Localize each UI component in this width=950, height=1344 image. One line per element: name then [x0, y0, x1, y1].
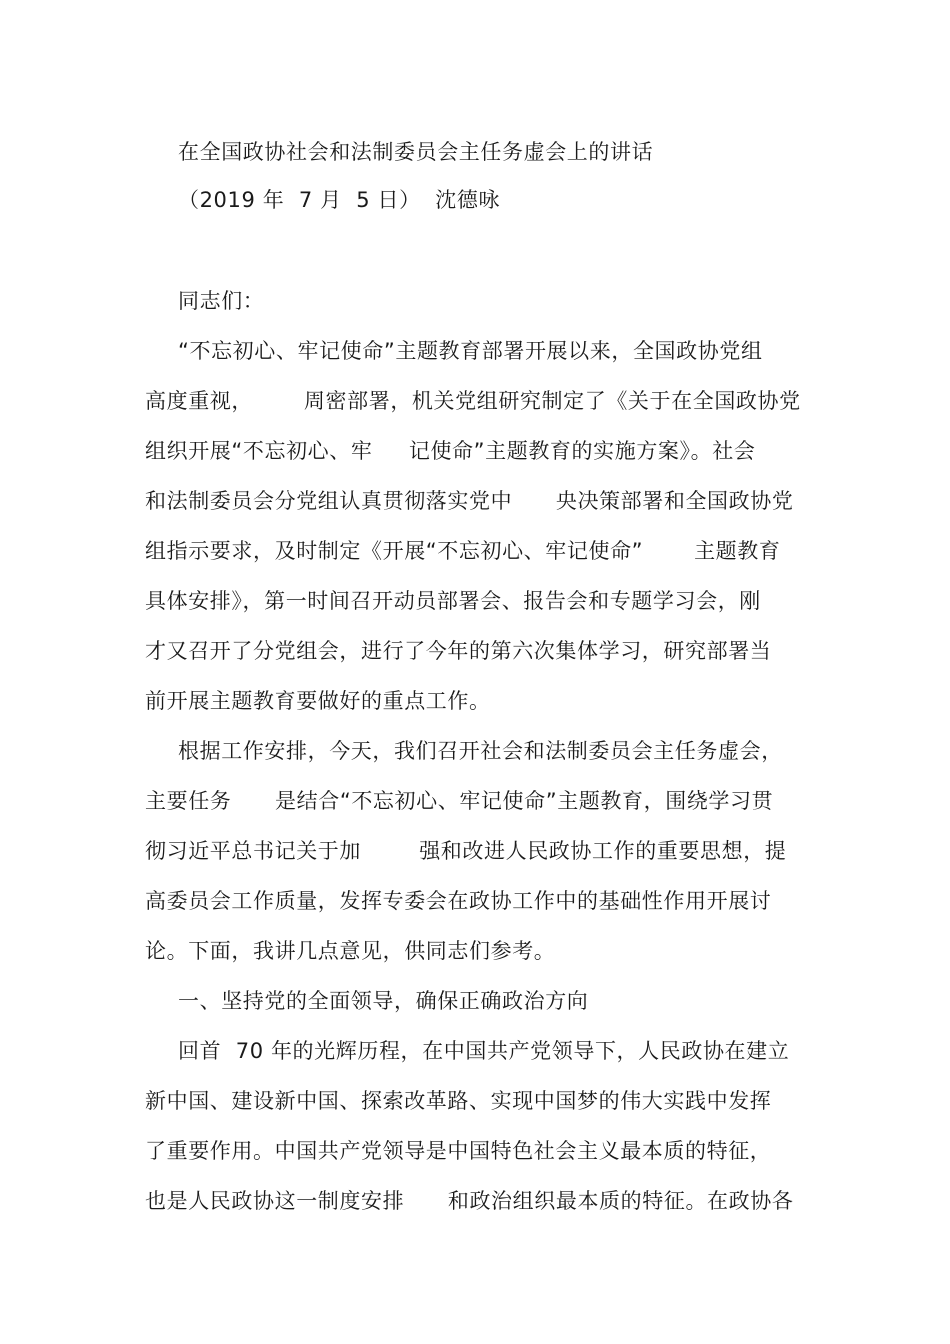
paragraph-line: 和法制委员会分党组认真贯彻落实党中 央决策部署和全国政协党 [145, 489, 794, 513]
document-title: 在全国政协社会和法制委员会主任务虚会上的讲话 [178, 140, 654, 164]
paragraph-line: “不忘初心、牢记使命”主题教育部署开展以来，全国政协党组 [178, 339, 763, 363]
paragraph-line: 前开展主题教育要做好的重点工作。 [145, 689, 491, 713]
paragraph-line: 新中国、建设新中国、探索改革路、实现中国梦的伟大实践中发挥 [145, 1089, 772, 1113]
paragraph-line: 组织开展“不忘初心、牢 记使命”主题教育的实施方案》。社会 [145, 439, 756, 463]
paragraph-line: 了重要作用。中国共产党领导是中国特色社会主义最本质的特征， [145, 1139, 772, 1163]
paragraph-line: 组指示要求，及时制定《开展“不忘初心、牢记使命” 主题教育 [145, 539, 781, 563]
document-byline: （2019 年 7 月 5 日） 沈德咏 [178, 188, 501, 212]
paragraph-line: 根据工作安排，今天，我们召开社会和法制委员会主任务虚会， [178, 739, 783, 763]
paragraph-line: 论。下面，我讲几点意见，供同志们参考。 [145, 939, 556, 963]
salutation: 同志们： [178, 289, 265, 313]
paragraph-line: 具体安排》，第一时间召开动员部署会、报告会和专题学习会，刚 [145, 589, 761, 613]
paragraph-line: 也是人民政协这一制度安排 和政治组织最本质的特征。在政协各 [145, 1189, 794, 1213]
paragraph-line: 高度重视， 周密部署，机关党组研究制定了《关于在全国政协党 [145, 389, 801, 413]
section-heading: 一、坚持党的全面领导，确保正确政治方向 [178, 989, 589, 1013]
paragraph-line: 回首 70 年的光辉历程，在中国共产党领导下，人民政协在建立 [178, 1039, 790, 1063]
paragraph-line: 才又召开了分党组会，进行了今年的第六次集体学习，研究部署当 [145, 639, 772, 663]
paragraph-line: 彻习近平总书记关于加 强和改进人民政协工作的重要思想，提 [145, 839, 787, 863]
paragraph-line: 主要任务 是结合“不忘初心、牢记使命”主题教育，围绕学习贯 [145, 789, 774, 813]
paragraph-line: 高委员会工作质量，发挥专委会在政协工作中的基础性作用开展讨 [145, 889, 772, 913]
